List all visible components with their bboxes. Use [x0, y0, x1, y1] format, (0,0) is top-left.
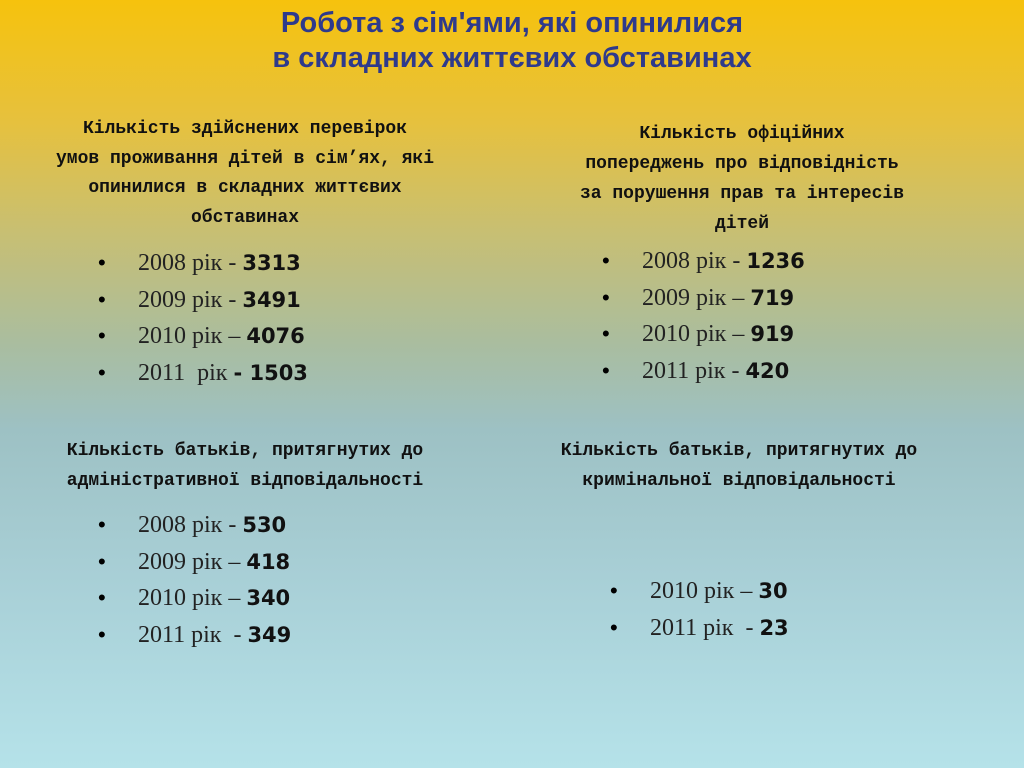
heading-line: адміністративної відповідальності	[66, 471, 424, 491]
bullet-icon: •	[610, 578, 618, 603]
inspections-heading	[0, 115, 490, 233]
bullet-icon: •	[98, 622, 106, 648]
count-value: 349	[247, 623, 292, 648]
count-value: 1236	[746, 249, 805, 273]
count-value: 418	[246, 549, 291, 574]
heading-line: кримінальної відповідальності	[582, 471, 896, 491]
count-value: 420	[745, 359, 790, 384]
heading-line: Кількість батьків, притягнутих до	[66, 441, 424, 461]
count-value: 340	[246, 586, 291, 611]
count-value: 3491	[242, 287, 301, 312]
heading-line: опинилися в складних життєвих	[88, 178, 402, 198]
heading-line: умов проживання дітей в сім’ях, які	[55, 148, 435, 169]
year-label: 2009 рік –	[138, 548, 247, 575]
heading-line: Кількість офіційних	[639, 124, 845, 144]
list-item	[98, 580, 498, 617]
count-value: 4076	[246, 324, 305, 349]
year-label: 2010 рік –	[642, 321, 751, 348]
bullet-icon: •	[98, 548, 106, 574]
count-value: 530	[242, 513, 287, 537]
year-label: 2010 рік –	[650, 578, 759, 604]
bullet-icon: •	[602, 358, 610, 384]
year-label: 2011 рік -	[650, 614, 760, 641]
list-item	[602, 243, 1002, 280]
page-title-line-2: в складних життєвих обставинах	[272, 42, 752, 74]
list-item	[98, 544, 498, 581]
bullet-icon: •	[602, 248, 610, 273]
year-label: 2009 рік –	[642, 284, 751, 311]
count-value: - 1503	[233, 361, 308, 386]
administrative-list	[98, 507, 498, 654]
bullet-icon: •	[602, 321, 610, 347]
list-item	[98, 355, 498, 392]
warnings-list	[602, 243, 1002, 390]
heading-line: Кількість батьків, притягнутих до	[560, 441, 918, 461]
bullet-icon: •	[98, 323, 106, 349]
heading-line: за порушення прав та інтересів	[579, 184, 905, 204]
year-label: 2011 рік -	[138, 622, 248, 649]
year-label: 2010 рік –	[138, 585, 247, 612]
count-value: 3313	[242, 251, 301, 275]
bullet-icon: •	[98, 512, 106, 537]
bullet-icon: •	[610, 614, 618, 640]
heading-line: дітей	[714, 214, 769, 234]
bullet-icon: •	[98, 250, 106, 275]
criminal-list	[610, 573, 990, 646]
year-label: 2008 рік -	[138, 512, 243, 538]
list-item	[98, 318, 498, 355]
list-item	[98, 507, 498, 544]
count-value: 23	[759, 615, 789, 640]
heading-line: обставинах	[190, 207, 300, 228]
bullet-icon: •	[98, 585, 106, 611]
list-item	[602, 280, 1002, 317]
bullet-icon: •	[98, 286, 106, 312]
year-label: 2009 рік -	[138, 286, 243, 313]
count-value: 919	[750, 322, 795, 347]
year-label: 2008 рік -	[138, 250, 243, 276]
page-title	[0, 6, 1024, 76]
list-item	[98, 282, 498, 319]
list-item	[98, 617, 498, 654]
year-label: 2008 рік -	[642, 248, 747, 274]
bullet-icon: •	[602, 284, 610, 310]
count-value: 719	[750, 285, 795, 310]
heading-line: попереджень про відповідність	[585, 154, 899, 174]
bullet-icon: •	[98, 360, 106, 386]
year-label: 2010 рік –	[138, 323, 247, 350]
administrative-heading	[0, 436, 490, 496]
warnings-heading	[512, 119, 972, 239]
page-title-line-1: Робота з сім'ями, які опинилися	[280, 7, 744, 39]
list-item	[610, 573, 990, 610]
year-label: 2011 рік	[138, 360, 234, 387]
list-item	[602, 353, 1002, 390]
year-label: 2011 рік -	[642, 358, 746, 385]
criminal-heading	[506, 436, 972, 496]
count-value: 30	[758, 579, 788, 603]
list-item	[610, 610, 990, 647]
heading-line: Кількість здійснених перевірок	[82, 119, 408, 139]
list-item	[98, 245, 498, 282]
inspections-list	[98, 245, 498, 392]
list-item	[602, 316, 1002, 353]
